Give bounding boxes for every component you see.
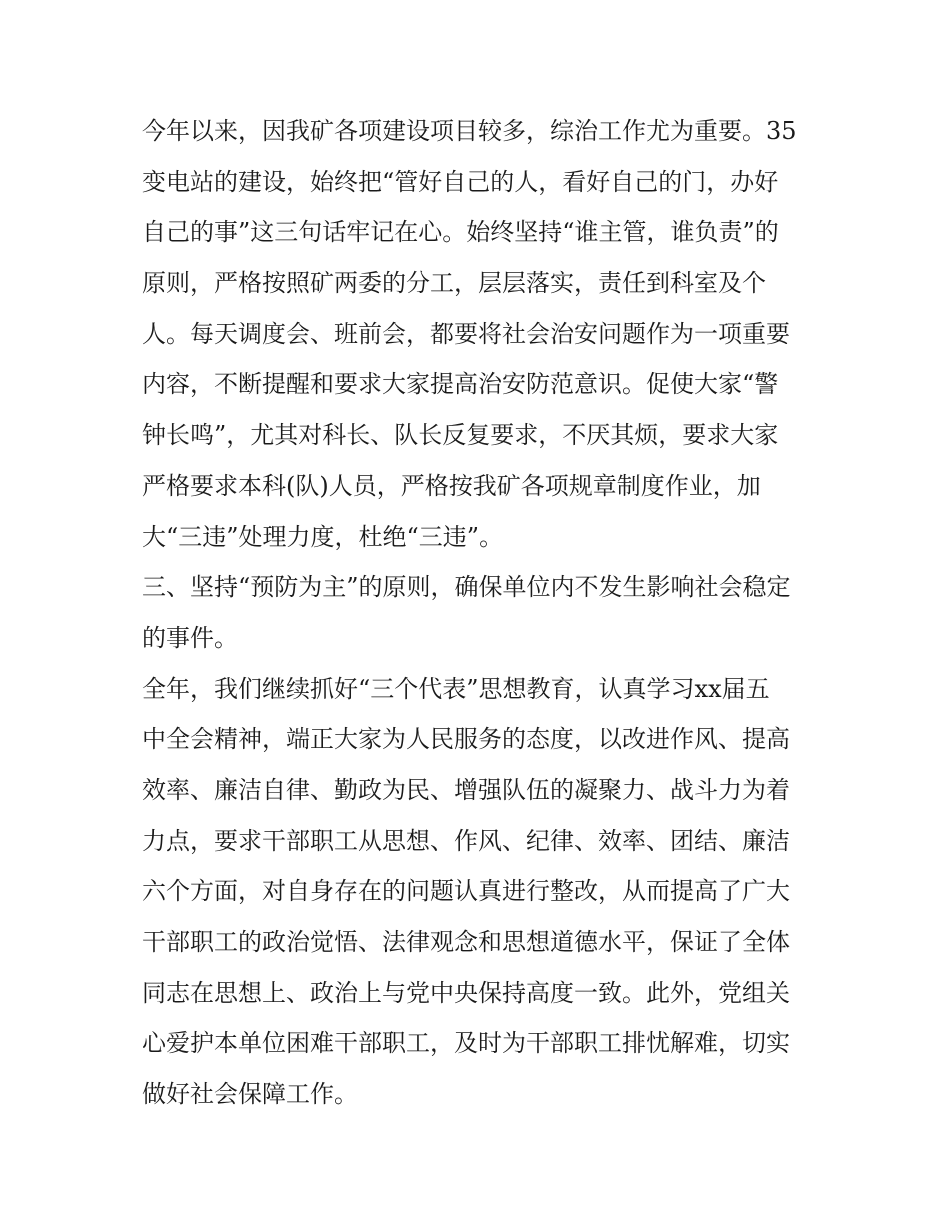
text-line: 变电站的建设，始终把“管好自己的人，看好自己的门，办好 [142, 167, 779, 196]
text-line: 原则，严格按照矿两委的分工，层层落实，责任到科室及个 [142, 269, 766, 298]
text-line: 心爱护本单位困难干部职工，及时为干部职工排忧解难，切实 [142, 1029, 790, 1058]
section-heading-line: 的事件。 [142, 623, 238, 652]
text-line: 今年以来，因我矿各项建设项目较多，综治工作尤为重要。35 [142, 117, 797, 145]
text-line: 大“三违”处理力度，杜绝“三违”。 [142, 522, 504, 551]
text-line: 力点，要求干部职工从思想、作风、纪律、效率、团结、廉洁 [142, 826, 790, 855]
text-line: 钟长鸣”，尤其对科长、队长反复要求，不厌其烦，要求大家 [142, 421, 779, 450]
text-line: 做好社会保障工作。 [142, 1080, 358, 1109]
text-line: 内容，不断提醒和要求大家提高治安防范意识。促使大家“警 [142, 370, 779, 399]
text-line: 人。每天调度会、班前会，都要将社会治安问题作为一项重要 [142, 319, 790, 348]
section-heading-line: 三、坚持“预防为主”的原则，确保单位内不发生影响社会稳定 [142, 573, 791, 602]
text-line: 全年，我们继续抓好“三个代表”思想教育，认真学习xx届五 [142, 674, 770, 703]
text-line: 同志在思想上、政治上与党中央保持高度一致。此外，党组关 [142, 978, 790, 1007]
document-body [142, 106, 832, 1120]
text-line: 六个方面，对自身存在的问题认真进行整改，从而提高了广大 [142, 877, 790, 906]
text-line: 效率、廉洁自律、勤政为民、增强队伍的凝聚力、战斗力为着 [142, 775, 790, 804]
text-line: 中全会精神，端正大家为人民服务的态度，以改进作风、提高 [142, 725, 790, 754]
text-line: 严格要求本科(队)人员，严格按我矿各项规章制度作业，加 [142, 471, 761, 500]
text-line: 干部职工的政治觉悟、法律观念和思想道德水平，保证了全体 [142, 928, 790, 956]
text-line: 自己的事”这三句话牢记在心。始终坚持“谁主管，谁负责”的 [142, 218, 779, 247]
